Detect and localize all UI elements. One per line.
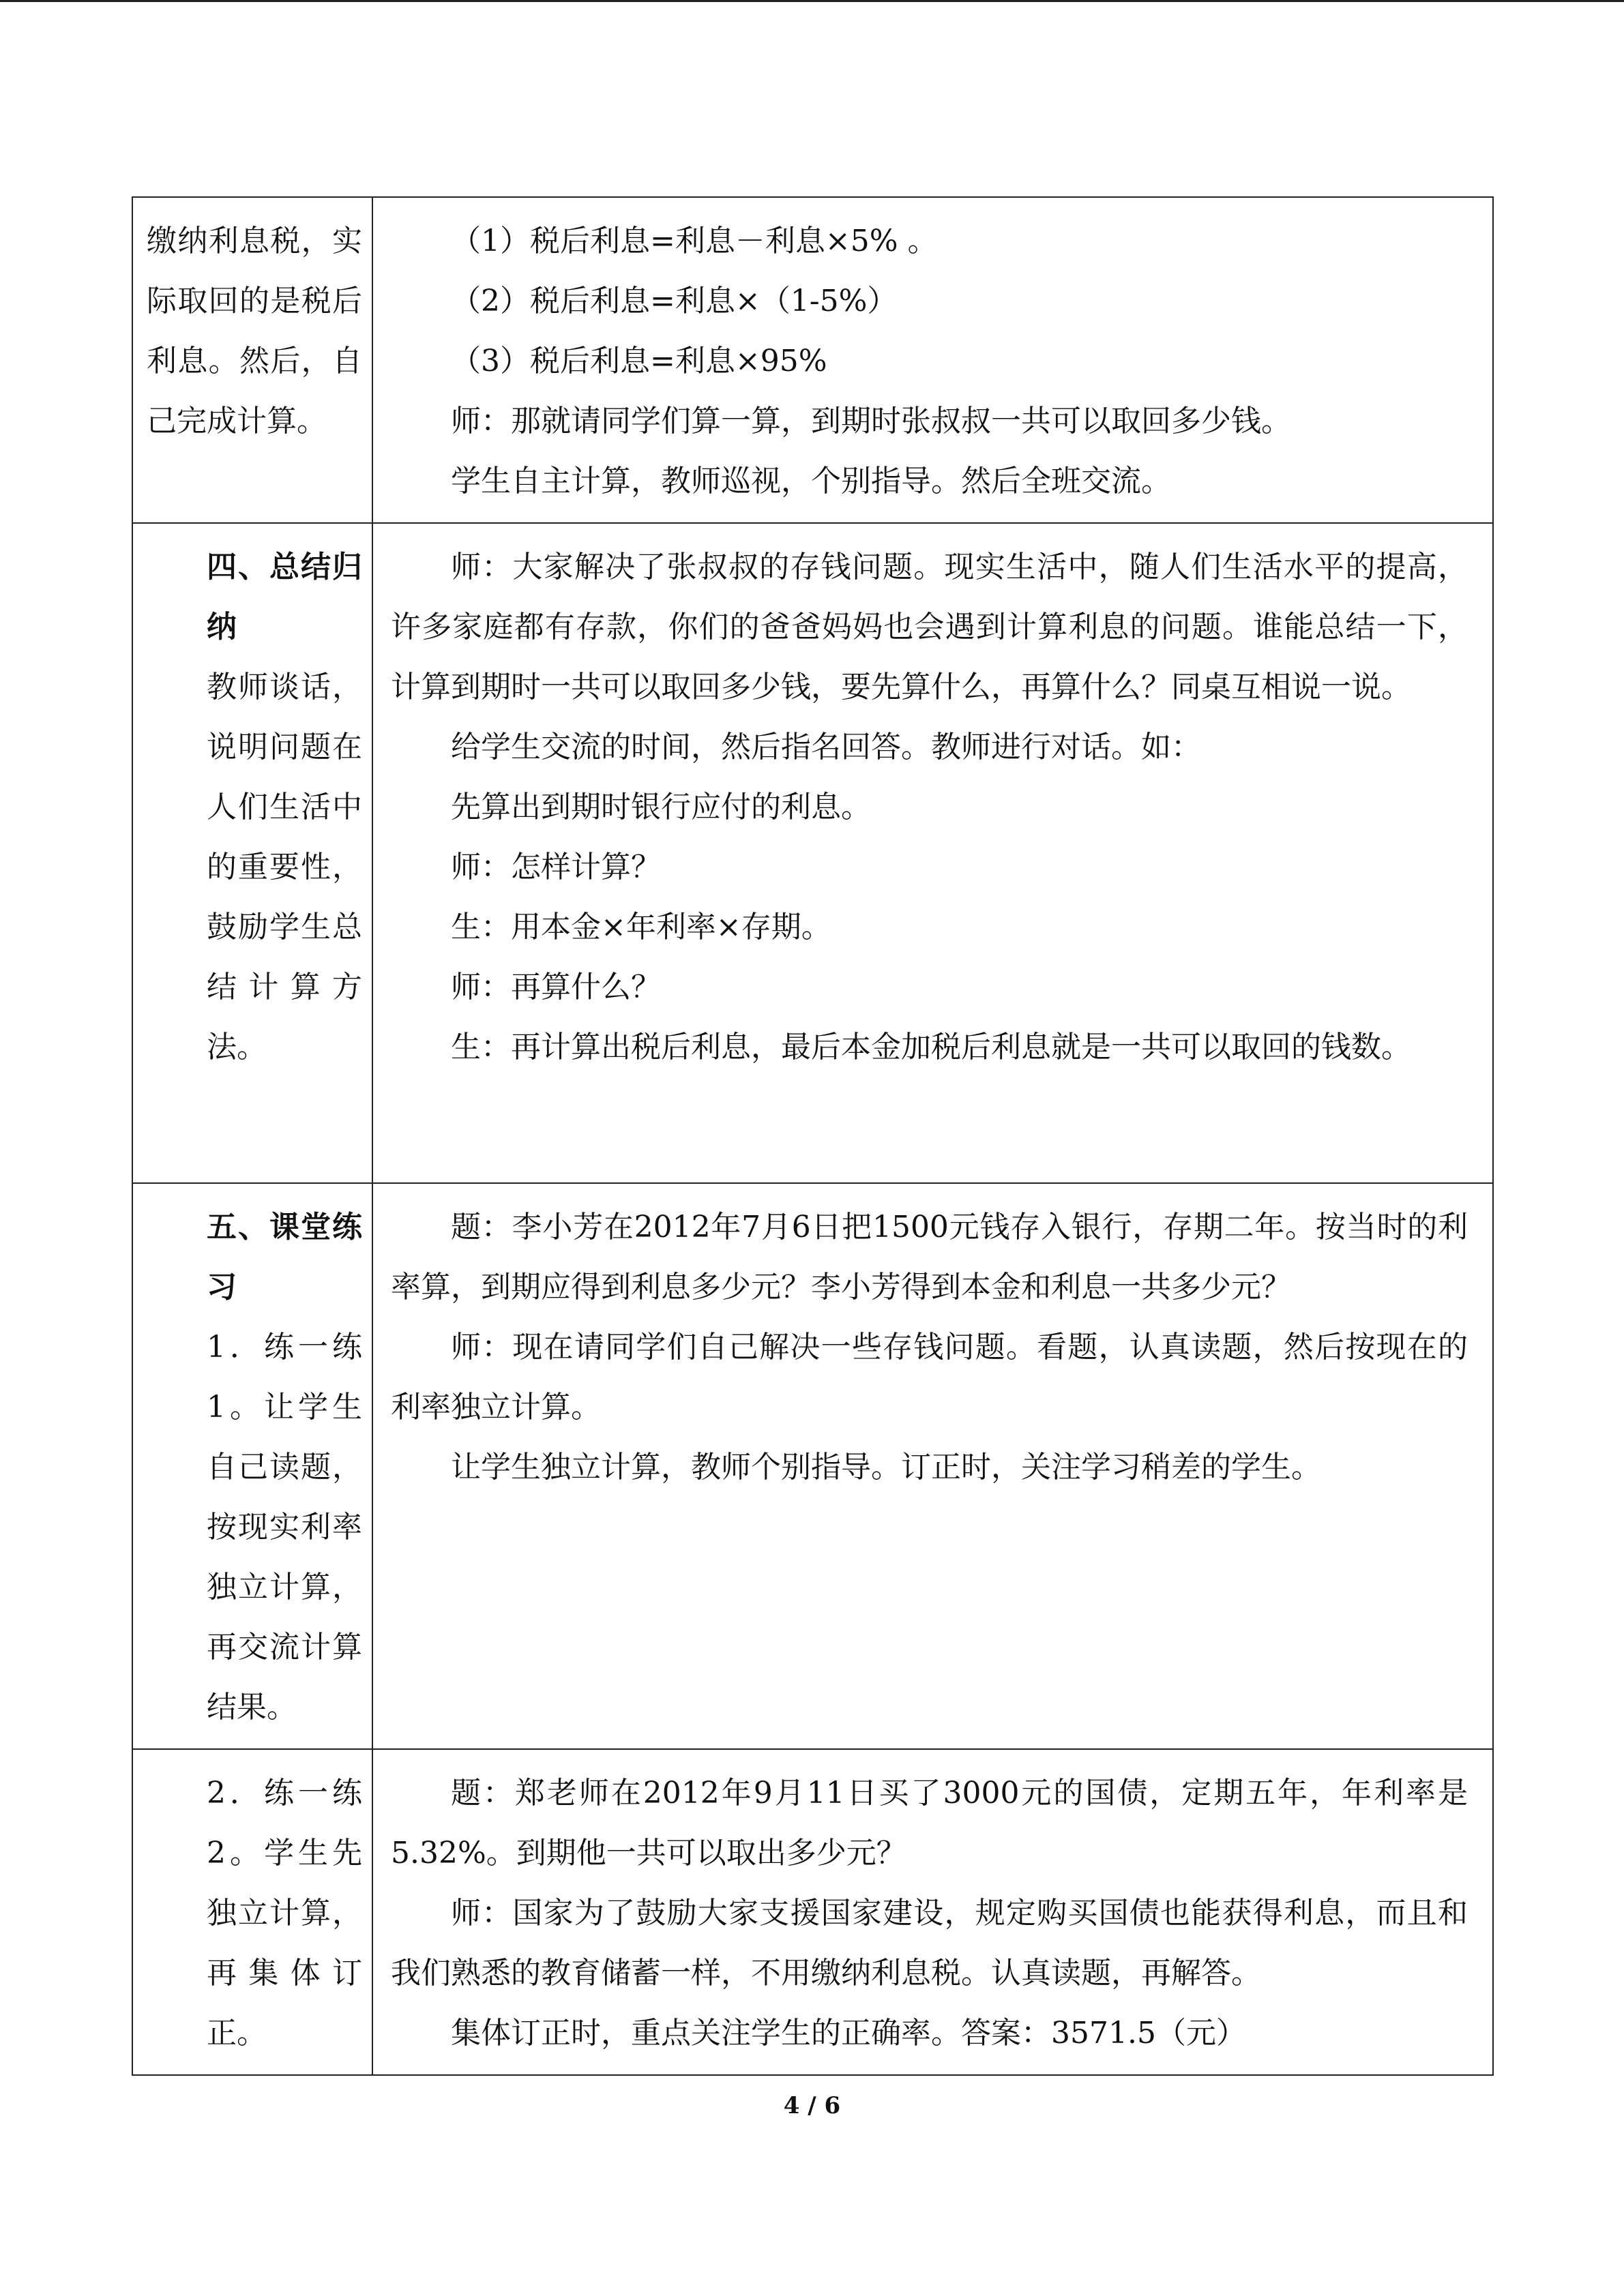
content-line: 先算出到期时银行应付的利息。 bbox=[451, 790, 871, 824]
content-line: 师：大家解决了张叔叔的存钱问题。现实生活中，随人们生活水平的提高，许多家庭都有存款，你们的爸爸妈妈也会遇到计算利息的问题。谁能总结一下，计算到期时一共可以取回多少钱，要先算什么，再算什么？同桌互相说一说。 bbox=[391, 550, 1468, 704]
content-line: 题：郑老师在2012年9月11日买了3000元的国债，定期五年，年利率是5.32%。到期他一共可以取出多少元？ bbox=[391, 1776, 1468, 1870]
table-row bbox=[132, 1183, 1493, 1749]
process-note: 2．练一练2。学生先独立计算，再集体订正。 bbox=[207, 1776, 362, 2051]
content-line: 题：李小芳在2012年7月6日把1500元钱存入银行，存期二年。按当时的利率算，到期应得到利息多少元？李小芳得到本金和利息一共多少元？ bbox=[391, 1210, 1468, 1304]
content-line: 学生自主计算，教师巡视，个别指导。然后全班交流。 bbox=[451, 464, 1171, 498]
content-line: 师：现在请同学们自己解决一些存钱问题。看题，认真读题，然后按现在的利率独立计算。 bbox=[391, 1330, 1468, 1425]
process-cell bbox=[132, 1183, 372, 1749]
content-line: 生：再计算出税后利息，最后本金加税后利息就是一共可以取回的钱数。 bbox=[451, 1030, 1411, 1064]
table-row bbox=[132, 523, 1493, 1183]
table-row bbox=[132, 1749, 1493, 2075]
content-cell bbox=[372, 1749, 1493, 2075]
content-line: 给学生交流的时间，然后指名回答。教师进行对话。如： bbox=[451, 730, 1201, 764]
content-cell bbox=[372, 197, 1493, 523]
content-line: 师：再算什么？ bbox=[451, 970, 661, 1004]
top-border-line bbox=[0, 0, 1624, 2]
process-note: 缴纳利息税，实际取回的是税后利息。然后，自己完成计算。 bbox=[147, 224, 362, 438]
content-cell bbox=[372, 523, 1493, 1183]
lesson-plan-table bbox=[132, 196, 1494, 2076]
process-cell bbox=[132, 1749, 372, 2075]
content-line: 集体订正时，重点关注学生的正确率。答案：3571.5（元） bbox=[451, 2016, 1246, 2051]
content-line: 师：国家为了鼓励大家支援国家建设，规定购买国债也能获得利息，而且和我们熟悉的教育储蓄一样，不用缴纳利息税。认真读题，再解答。 bbox=[391, 1896, 1468, 1991]
table-row bbox=[132, 197, 1493, 523]
page-number: 4 / 6 bbox=[783, 2092, 841, 2119]
content-line: （2）税后利息=利息×（1-5%） bbox=[451, 284, 898, 318]
process-cell bbox=[132, 197, 372, 523]
content-line: 生：用本金×年利率×存期。 bbox=[451, 910, 831, 944]
section-title: 四、总结归纳 bbox=[207, 550, 362, 644]
content-line: 师：怎样计算？ bbox=[451, 850, 661, 884]
content-line: （1）税后利息=利息－利息×5% 。 bbox=[451, 224, 938, 258]
process-note: 1．练一练1。让学生自己读题，按现实利率独立计算，再交流计算结果。 bbox=[207, 1330, 362, 1725]
content-line: 让学生独立计算，教师个别指导。订正时，关注学习稍差的学生。 bbox=[451, 1450, 1321, 1485]
process-note: 教师谈话，说明问题在人们生活中的重要性，鼓励学生总结计算方法。 bbox=[207, 670, 362, 1064]
process-cell bbox=[132, 523, 372, 1183]
content-cell bbox=[372, 1183, 1493, 1749]
content-line: （3）税后利息=利息×95% bbox=[451, 344, 827, 378]
content-line: 师：那就请同学们算一算，到期时张叔叔一共可以取回多少钱。 bbox=[451, 404, 1291, 438]
section-title: 五、课堂练习 bbox=[207, 1210, 362, 1304]
